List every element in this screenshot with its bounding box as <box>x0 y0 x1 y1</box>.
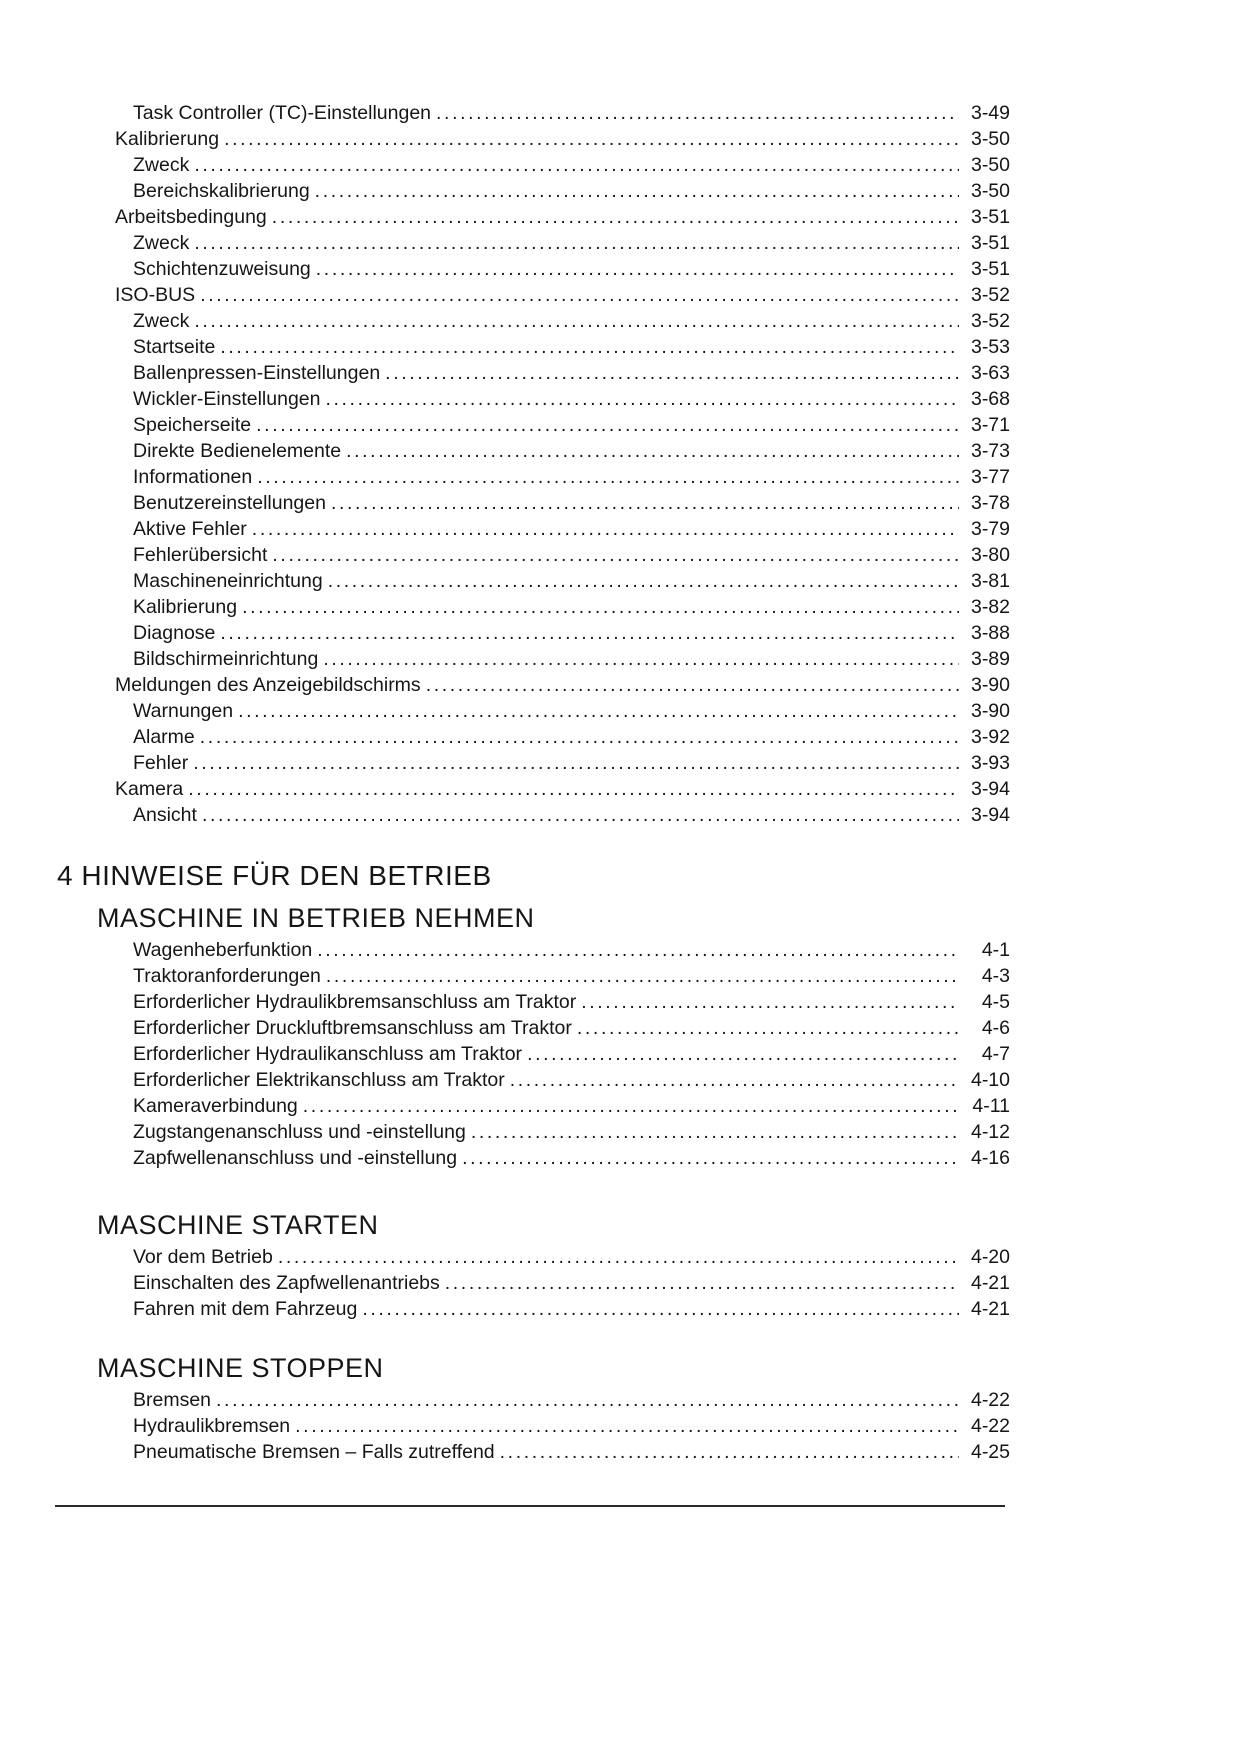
section-maschine-in-betrieb-nehmen <box>57 902 1010 1171</box>
toc-entry-page: 3-88 <box>970 622 1010 644</box>
toc-entry <box>57 698 1010 724</box>
section-maschine-stoppen <box>57 1352 1010 1465</box>
toc-entry-page: 3-80 <box>970 544 1010 566</box>
footer-divider <box>55 1505 1005 1507</box>
toc-entry-title: Zweck <box>133 310 190 332</box>
toc-entry-title: Ansicht <box>133 804 197 826</box>
toc-entry-title: ISO-BUS <box>115 284 196 306</box>
toc-entry-title: Fahren mit dem Fahrzeug <box>133 1298 358 1320</box>
toc-entry-title: Kalibrierung <box>133 596 238 618</box>
toc-entry-title: Erforderlicher Hydraulikanschluss am Traktor <box>133 1043 523 1065</box>
section-heading: MASCHINE STARTEN <box>97 1210 379 1240</box>
toc-entry <box>57 360 1010 386</box>
toc-entry <box>57 230 1010 256</box>
dot-leader <box>252 516 959 542</box>
toc-entry <box>57 490 1010 516</box>
toc-entry-page: 3-77 <box>970 466 1010 488</box>
toc-entry-title: Meldungen des Anzeigebildschirms <box>115 674 421 696</box>
toc-entry-page: 3-94 <box>970 804 1010 826</box>
section-heading: MASCHINE STOPPEN <box>97 1353 384 1383</box>
toc-entry-page: 4-22 <box>970 1389 1010 1411</box>
toc-entry-page: 4-20 <box>970 1246 1010 1268</box>
toc-entry <box>57 1093 1010 1119</box>
toc-entry-page: 3-89 <box>970 648 1010 670</box>
toc-entry-title: Bremsen <box>133 1389 212 1411</box>
toc-entry <box>57 516 1010 542</box>
toc-entry-title: Informationen <box>133 466 253 488</box>
section-heading: MASCHINE IN BETRIEB NEHMEN <box>97 903 535 933</box>
toc-entry-page: 3-73 <box>970 440 1010 462</box>
toc-entry-page: 3-63 <box>970 362 1010 384</box>
dot-leader <box>303 1093 959 1119</box>
toc-entry <box>57 256 1010 282</box>
dot-leader <box>385 360 959 386</box>
toc-entry-title: Vor dem Betrieb <box>133 1246 273 1268</box>
toc-entry <box>57 334 1010 360</box>
dot-leader <box>200 724 959 750</box>
toc-entry-page: 3-90 <box>970 700 1010 722</box>
toc-entry <box>57 620 1010 646</box>
dot-leader <box>331 490 959 516</box>
toc-entry-title: Aktive Fehler <box>133 518 247 540</box>
toc-entry <box>57 386 1010 412</box>
dot-leader <box>323 646 959 672</box>
toc-entry-title: Zweck <box>133 154 190 176</box>
toc-entry <box>57 937 1010 963</box>
dot-leader <box>328 568 959 594</box>
toc-entry <box>57 438 1010 464</box>
toc-entry <box>57 204 1010 230</box>
dot-leader <box>194 230 959 256</box>
dot-leader <box>220 334 959 360</box>
toc-entry-title: Erforderlicher Hydraulikbremsanschluss am Traktor <box>133 991 577 1013</box>
toc-entry-title: Wickler-Einstellungen <box>133 388 321 410</box>
dot-leader <box>317 937 959 963</box>
toc-entry <box>57 464 1010 490</box>
toc-entry-page: 4-16 <box>970 1147 1010 1169</box>
toc-entry <box>57 963 1010 989</box>
section-maschine-starten <box>57 1209 1010 1322</box>
toc-entry-page: 4-12 <box>970 1121 1010 1143</box>
toc-entry-page: 3-81 <box>970 570 1010 592</box>
toc-entry-page: 3-52 <box>970 310 1010 332</box>
toc-entry <box>57 412 1010 438</box>
toc-entry-title: Kalibrierung <box>115 128 220 150</box>
toc-entry-title: Zweck <box>133 232 190 254</box>
toc-entry-title: Maschineneinrichtung <box>133 570 323 592</box>
toc-entry-page: 3-53 <box>970 336 1010 358</box>
toc-entry-page: 4-10 <box>970 1069 1010 1091</box>
dot-leader <box>316 256 959 282</box>
toc-entry-title: Benutzereinstellungen <box>133 492 326 514</box>
toc-page-content <box>57 100 1010 1465</box>
dot-leader <box>188 776 959 802</box>
toc-entry-page: 4-6 <box>981 1017 1010 1039</box>
toc-entry <box>57 1119 1010 1145</box>
dot-leader <box>194 308 959 334</box>
dot-leader <box>216 1387 959 1413</box>
toc-entry-page: 4-22 <box>970 1415 1010 1437</box>
toc-entry-title: Einschalten des Zapfwellenantriebs <box>133 1272 440 1294</box>
toc-entry <box>57 1015 1010 1041</box>
toc-entry <box>57 802 1010 828</box>
dot-leader <box>362 1296 959 1322</box>
dot-leader <box>278 1244 959 1270</box>
toc-entry <box>57 1296 1010 1322</box>
toc-entry-page: 4-3 <box>981 965 1010 987</box>
toc-entry-title: Hydraulikbremsen <box>133 1415 291 1437</box>
dot-leader <box>426 672 959 698</box>
toc-entry <box>57 1041 1010 1067</box>
toc-entry-title: Kamera <box>115 778 184 800</box>
dot-leader <box>272 542 959 568</box>
toc-entry-page: 4-5 <box>981 991 1010 1013</box>
toc-entry-title: Alarme <box>133 726 195 748</box>
toc-entry <box>57 568 1010 594</box>
toc-entry-page: 4-1 <box>981 939 1010 961</box>
toc-entry-page: 3-50 <box>970 154 1010 176</box>
toc-entry-page: 3-50 <box>970 128 1010 150</box>
toc-entry-title: Erforderlicher Druckluftbremsanschluss am Traktor <box>133 1017 572 1039</box>
toc-entry <box>57 152 1010 178</box>
chapter-heading: 4 HINWEISE FÜR DEN BETRIEB <box>57 860 492 891</box>
toc-entry-title: Diagnose <box>133 622 216 644</box>
dot-leader <box>577 1015 959 1041</box>
dot-leader <box>581 989 959 1015</box>
toc-entry-page: 4-7 <box>981 1043 1010 1065</box>
toc-entry-page: 3-90 <box>970 674 1010 696</box>
toc-entry-page: 4-25 <box>970 1441 1010 1463</box>
toc-entry-title: Erforderlicher Elektrikanschluss am Traktor <box>133 1069 505 1091</box>
toc-entry-title: Zugstangenanschluss und -einstellung <box>133 1121 466 1143</box>
dot-leader <box>315 178 959 204</box>
dot-leader <box>527 1041 959 1067</box>
toc-entry <box>57 542 1010 568</box>
dot-leader <box>471 1119 959 1145</box>
toc-entry <box>57 989 1010 1015</box>
toc-entry <box>57 100 1010 126</box>
toc-entry-page: 4-21 <box>970 1272 1010 1294</box>
toc-entry-title: Warnungen <box>133 700 234 722</box>
dot-leader <box>194 152 959 178</box>
toc-entry <box>57 1145 1010 1171</box>
toc-entry-page: 3-51 <box>970 258 1010 280</box>
toc-entry-title: Wagenheberfunktion <box>133 939 313 961</box>
dot-leader <box>295 1413 959 1439</box>
toc-entry-page: 3-49 <box>970 102 1010 124</box>
toc-entry-title: Task Controller (TC)-Einstellungen <box>133 102 432 124</box>
toc-entry-title: Direkte Bedienelemente <box>133 440 342 462</box>
toc-entry <box>57 126 1010 152</box>
toc-entry-page: 3-50 <box>970 180 1010 202</box>
toc-entry-page: 3-68 <box>970 388 1010 410</box>
dot-leader <box>462 1145 959 1171</box>
toc-entry-page: 3-92 <box>970 726 1010 748</box>
dot-leader <box>200 282 959 308</box>
toc-entry-page: 3-78 <box>970 492 1010 514</box>
toc-entry-page: 3-93 <box>970 752 1010 774</box>
dot-leader <box>202 802 959 828</box>
toc-entry-title: Schichtenzuweisung <box>133 258 311 280</box>
toc-entry <box>57 724 1010 750</box>
toc-entry <box>57 1387 1010 1413</box>
dot-leader <box>220 620 959 646</box>
toc-entry-page: 3-94 <box>970 778 1010 800</box>
dot-leader <box>326 963 959 989</box>
dot-leader <box>257 464 959 490</box>
toc-entry-title: Bildschirmeinrichtung <box>133 648 319 670</box>
toc-entry-title: Arbeitsbedingung <box>115 206 267 228</box>
toc-entry <box>57 1244 1010 1270</box>
toc-entry-page: 3-51 <box>970 206 1010 228</box>
toc-entry-title: Kameraverbindung <box>133 1095 298 1117</box>
dot-leader <box>193 750 959 776</box>
toc-entry <box>57 750 1010 776</box>
toc-entry <box>57 308 1010 334</box>
toc-entry-title: Ballenpressen-Einstellungen <box>133 362 381 384</box>
dot-leader <box>510 1067 959 1093</box>
dot-leader <box>500 1439 959 1465</box>
toc-entry-title: Zapfwellenanschluss und -einstellung <box>133 1147 458 1169</box>
toc-entry <box>57 1270 1010 1296</box>
dot-leader <box>326 386 960 412</box>
dot-leader <box>242 594 959 620</box>
toc-entry-title: Speicherseite <box>133 414 252 436</box>
toc-entry-page: 4-21 <box>970 1298 1010 1320</box>
toc-entry-title: Fehler <box>133 752 189 774</box>
dot-leader <box>238 698 959 724</box>
toc-entry-page: 3-82 <box>970 596 1010 618</box>
toc-entry-title: Fehlerübersicht <box>133 544 268 566</box>
dot-leader <box>445 1270 959 1296</box>
toc-entry <box>57 178 1010 204</box>
toc-entry-page: 4-11 <box>972 1095 1010 1117</box>
toc-entry-page: 3-71 <box>970 414 1010 436</box>
dot-leader <box>346 438 959 464</box>
dot-leader <box>256 412 959 438</box>
toc-entry-title: Traktoranforderungen <box>133 965 321 987</box>
toc-entry-title: Pneumatische Bremsen – Falls zutreffend <box>133 1441 495 1463</box>
dot-leader <box>224 126 959 152</box>
toc-entry <box>57 282 1010 308</box>
toc-entry-page: 3-52 <box>970 284 1010 306</box>
toc-entry <box>57 672 1010 698</box>
toc-entry-title: Bereichskalibrierung <box>133 180 310 202</box>
toc-entry-page: 3-79 <box>970 518 1010 540</box>
toc-entry-page: 3-51 <box>970 232 1010 254</box>
toc-entry <box>57 1413 1010 1439</box>
toc-entry <box>57 1067 1010 1093</box>
toc-entry <box>57 594 1010 620</box>
toc-entry-title: Startseite <box>133 336 216 358</box>
dot-leader <box>436 100 959 126</box>
toc-part1 <box>57 100 1010 828</box>
dot-leader <box>272 204 959 230</box>
toc-entry <box>57 1439 1010 1465</box>
toc-entry <box>57 776 1010 802</box>
toc-entry <box>57 646 1010 672</box>
